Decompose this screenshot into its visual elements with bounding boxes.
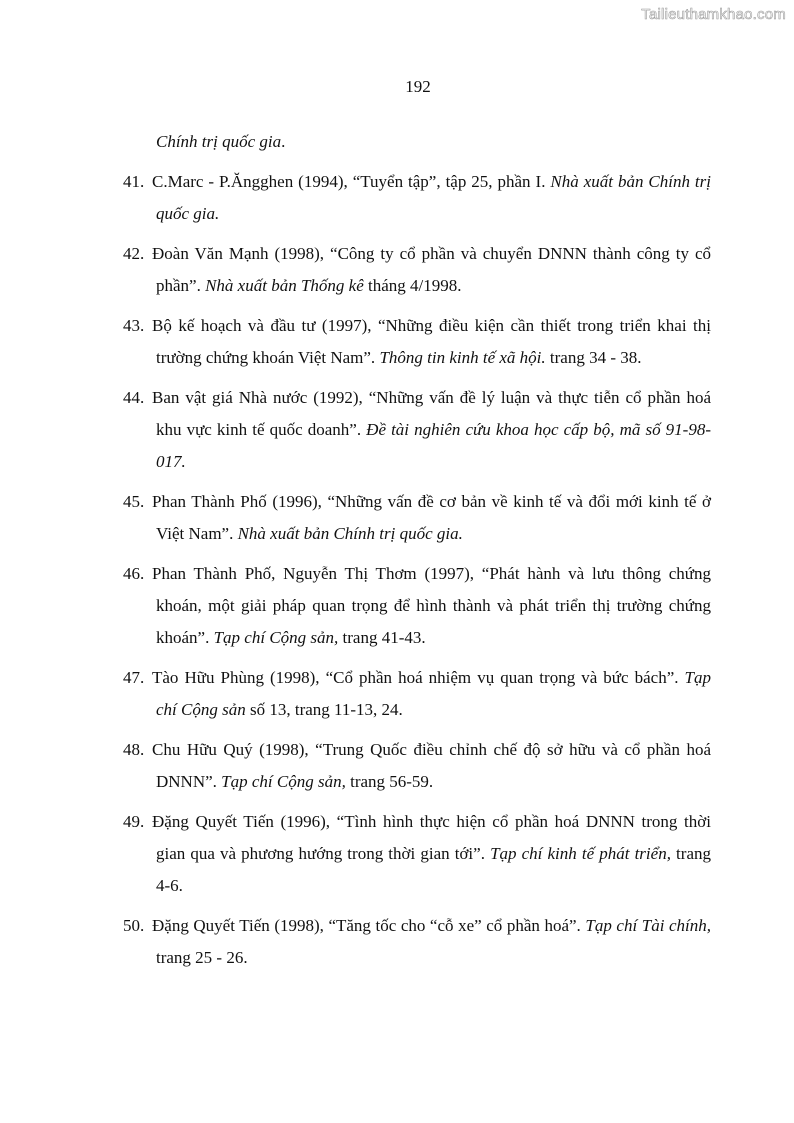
reference-number: 49. [123, 812, 145, 831]
reference-continuation [123, 126, 711, 158]
reference-item [123, 910, 711, 974]
reference-item [123, 310, 711, 374]
reference-tail: . [281, 132, 286, 151]
reference-italic: Tạp chí Cộng sản, [221, 772, 346, 791]
reference-italic: Tạp chí Cộng sản, [213, 628, 339, 647]
reference-list [123, 126, 711, 982]
reference-text: Phan Thành Phố (1996), “Những vấn đề cơ bản về kinh tế và đổi mới kinh tế ở Việt Nam”. [152, 492, 711, 543]
reference-number: 48. [123, 740, 145, 759]
reference-italic: Nhà xuất bản Thống kê [205, 276, 364, 295]
reference-tail: trang 56-59. [345, 772, 434, 791]
watermark: Tailieuthamkhao.com [641, 6, 786, 23]
reference-tail: tháng 4/1998. [363, 276, 462, 295]
reference-text: Tào Hữu Phùng (1998), “Cổ phần hoá nhiệm vụ quan trọng và bức bách”. [152, 668, 685, 687]
reference-number: 44. [123, 388, 145, 407]
reference-text: Ban vật giá Nhà nước (1992), “Những vấn đề lý luận và thực tiễn cổ phần hoá khu vực kinh tế quốc doanh”. [152, 388, 711, 439]
page-number: 192 [405, 77, 431, 96]
reference-italic: Tạp chí Cộng sản [156, 668, 711, 719]
reference-text: Đoàn Văn Mạnh (1998), “Công ty cổ phần và chuyển DNNN thành công ty cổ phần”. [152, 244, 711, 295]
reference-tail: trang 34 - 38. [545, 348, 642, 367]
reference-italic: Nhà xuất bản Chính trị quốc gia. [237, 524, 463, 543]
reference-italic: Chính trị quốc gia [156, 132, 282, 151]
reference-text: Đặng Quyết Tiến (1996), “Tình hình thực hiện cổ phần hoá DNNN trong thời gian qua và phương hướng trong thời gian tới”. [152, 812, 711, 863]
reference-italic: Đề tài nghiên cứu khoa học cấp bộ, mã số 91-98-017. [156, 420, 711, 471]
reference-item [123, 166, 711, 230]
reference-text: C.Marc - P.Ăngghen (1994), “Tuyển tập”, tập 25, phần I. [152, 172, 551, 191]
reference-tail: trang 4-6. [156, 844, 711, 895]
reference-item [123, 662, 711, 726]
reference-number: 43. [123, 316, 145, 335]
reference-item [123, 806, 711, 902]
reference-italic: Nhà xuất bản Chính trị quốc gia. [156, 172, 711, 223]
reference-item [123, 734, 711, 798]
reference-text: Bộ kế hoạch và đầu tư (1997), “Những điều kiện cần thiết trong triển khai thị trường chứng khoán Việt Nam”. [152, 316, 711, 367]
reference-item [123, 558, 711, 654]
reference-tail: số 13, trang 11-13, 24. [245, 700, 403, 719]
reference-number: 41. [123, 172, 145, 191]
reference-item [123, 238, 711, 302]
reference-text: Đặng Quyết Tiến (1998), “Tăng tốc cho “cỗ xe” cổ phần hoá”. [152, 916, 586, 935]
reference-number: 50. [123, 916, 145, 935]
reference-text: Chu Hữu Quý (1998), “Trung Quốc điều chỉnh chế độ sở hữu và cổ phần hoá DNNN”. [152, 740, 711, 791]
reference-item [123, 382, 711, 478]
reference-italic: Tạp chí kinh tế phát triển, [490, 844, 671, 863]
reference-italic: Tạp chí Tài chính, [585, 916, 712, 935]
reference-italic: Thông tin kinh tế xã hội. [379, 348, 546, 367]
reference-number: 42. [123, 244, 145, 263]
reference-item [123, 486, 711, 550]
reference-tail: trang 25 - 26. [156, 948, 248, 967]
reference-number: 47. [123, 668, 145, 687]
reference-number: 45. [123, 492, 145, 511]
reference-number: 46. [123, 564, 145, 583]
reference-text: Phan Thành Phố, Nguyễn Thị Thơm (1997), “Phát hành và lưu thông chứng khoán, một giải pháp quan trọng để hình thành và phát triển thị trường chứng khoán”. [152, 564, 711, 647]
reference-tail: trang 41-43. [338, 628, 426, 647]
